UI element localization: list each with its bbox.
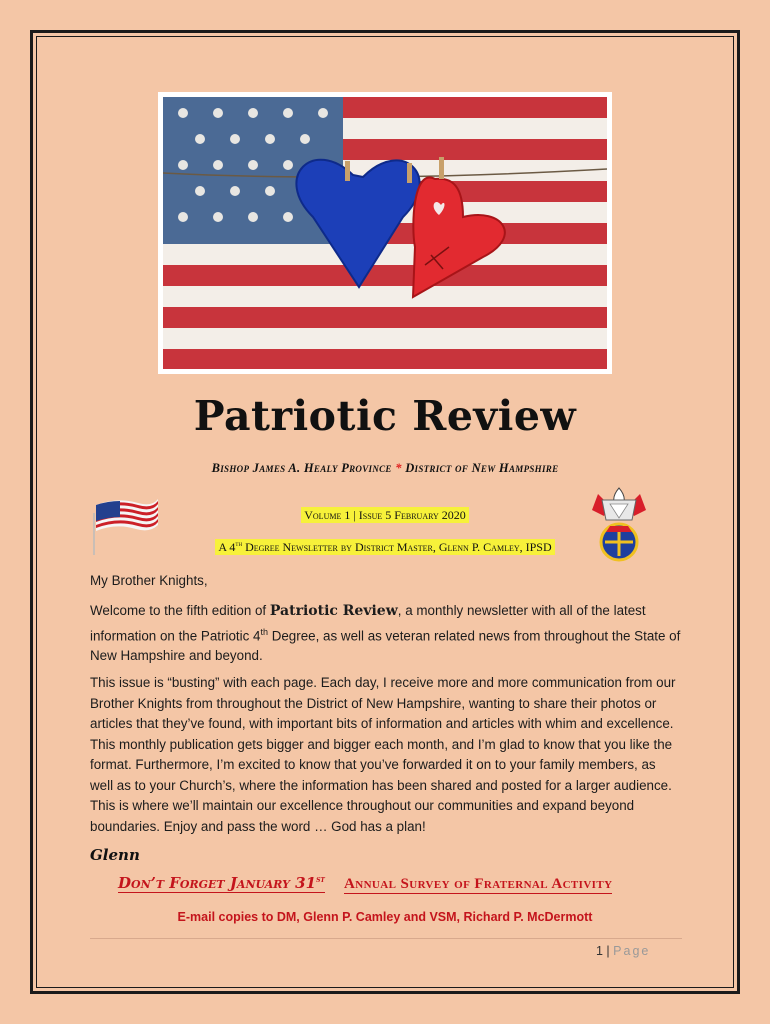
district-name: District of New Hampshire — [405, 461, 559, 475]
email-copies-line: E-mail copies to DM, Glenn P. Camley and VSM, Richard P. McDermott — [177, 910, 593, 924]
knights-emblem-icon — [588, 486, 650, 566]
welcome-before: Welcome to the fifth edition of — [90, 603, 270, 618]
degree-line-wrap — [0, 538, 770, 556]
flag-hearts-image — [158, 92, 612, 374]
welcome-after: , a monthly newsletter with all of the latest information on the Patriotic 4 — [90, 603, 646, 643]
newsletter-subtitle — [0, 461, 770, 476]
body-paragraph: This issue is “busting” with each page. Each day, I receive more and more communication from our Brother Knights from throughout the District of New Hampshire, wanting to share their photos or articles that they’ve found, with important bits of information and articles with whim and excellence. This monthly publication gets bigger and bigger each month, and I’m glad to know that you like the format. Furthermore, I’m excited to know that you’ve forwarded it on to your family members, as well as to your Church’s, where the information has been shared and posted for a larger audience. This is where we’ll maintain our excellence throughout our communities and expand beyond boundaries. Enjoy and pass the word … God has a plan! — [90, 675, 676, 834]
welcome-sup: th — [260, 626, 268, 637]
welcome-brand: Patriotic Review — [269, 603, 398, 619]
page-number-value: 1 — [596, 944, 603, 958]
welcome-paragraph — [90, 601, 682, 667]
volume-issue-line: Volume 1 | Issue 5 February 2020 — [301, 507, 469, 523]
degree-newsletter-line — [215, 539, 554, 555]
newsletter-title: Patriotic Review — [193, 392, 577, 440]
page-word: Page — [613, 944, 651, 958]
annual-survey-title: Annual Survey of Fraternal Activity — [344, 876, 613, 892]
reminder-text: Don’t Forget January 31 — [118, 874, 317, 892]
volume-line-wrap — [0, 506, 770, 524]
reminder-deadline — [118, 874, 325, 893]
degree-sup: th — [235, 540, 243, 548]
greeting: My Brother Knights, — [90, 573, 208, 588]
degree-prefix: A 4 — [218, 540, 236, 554]
welcome-end: Degree, as well as veteran related news from throughout the State of New Hampshire and beyond. — [90, 627, 681, 664]
degree-rest: Degree Newsletter by District Master, Glenn P. Camley, IPSD — [242, 540, 552, 554]
signature: Glenn — [90, 846, 140, 864]
page-separator: | — [602, 944, 614, 958]
subtitle-star: * — [395, 461, 402, 475]
footer-divider — [90, 938, 682, 939]
province-name: Bishop James A. Healy Province — [211, 461, 392, 475]
reminder-sup: st — [316, 875, 325, 885]
page-number — [596, 944, 650, 958]
